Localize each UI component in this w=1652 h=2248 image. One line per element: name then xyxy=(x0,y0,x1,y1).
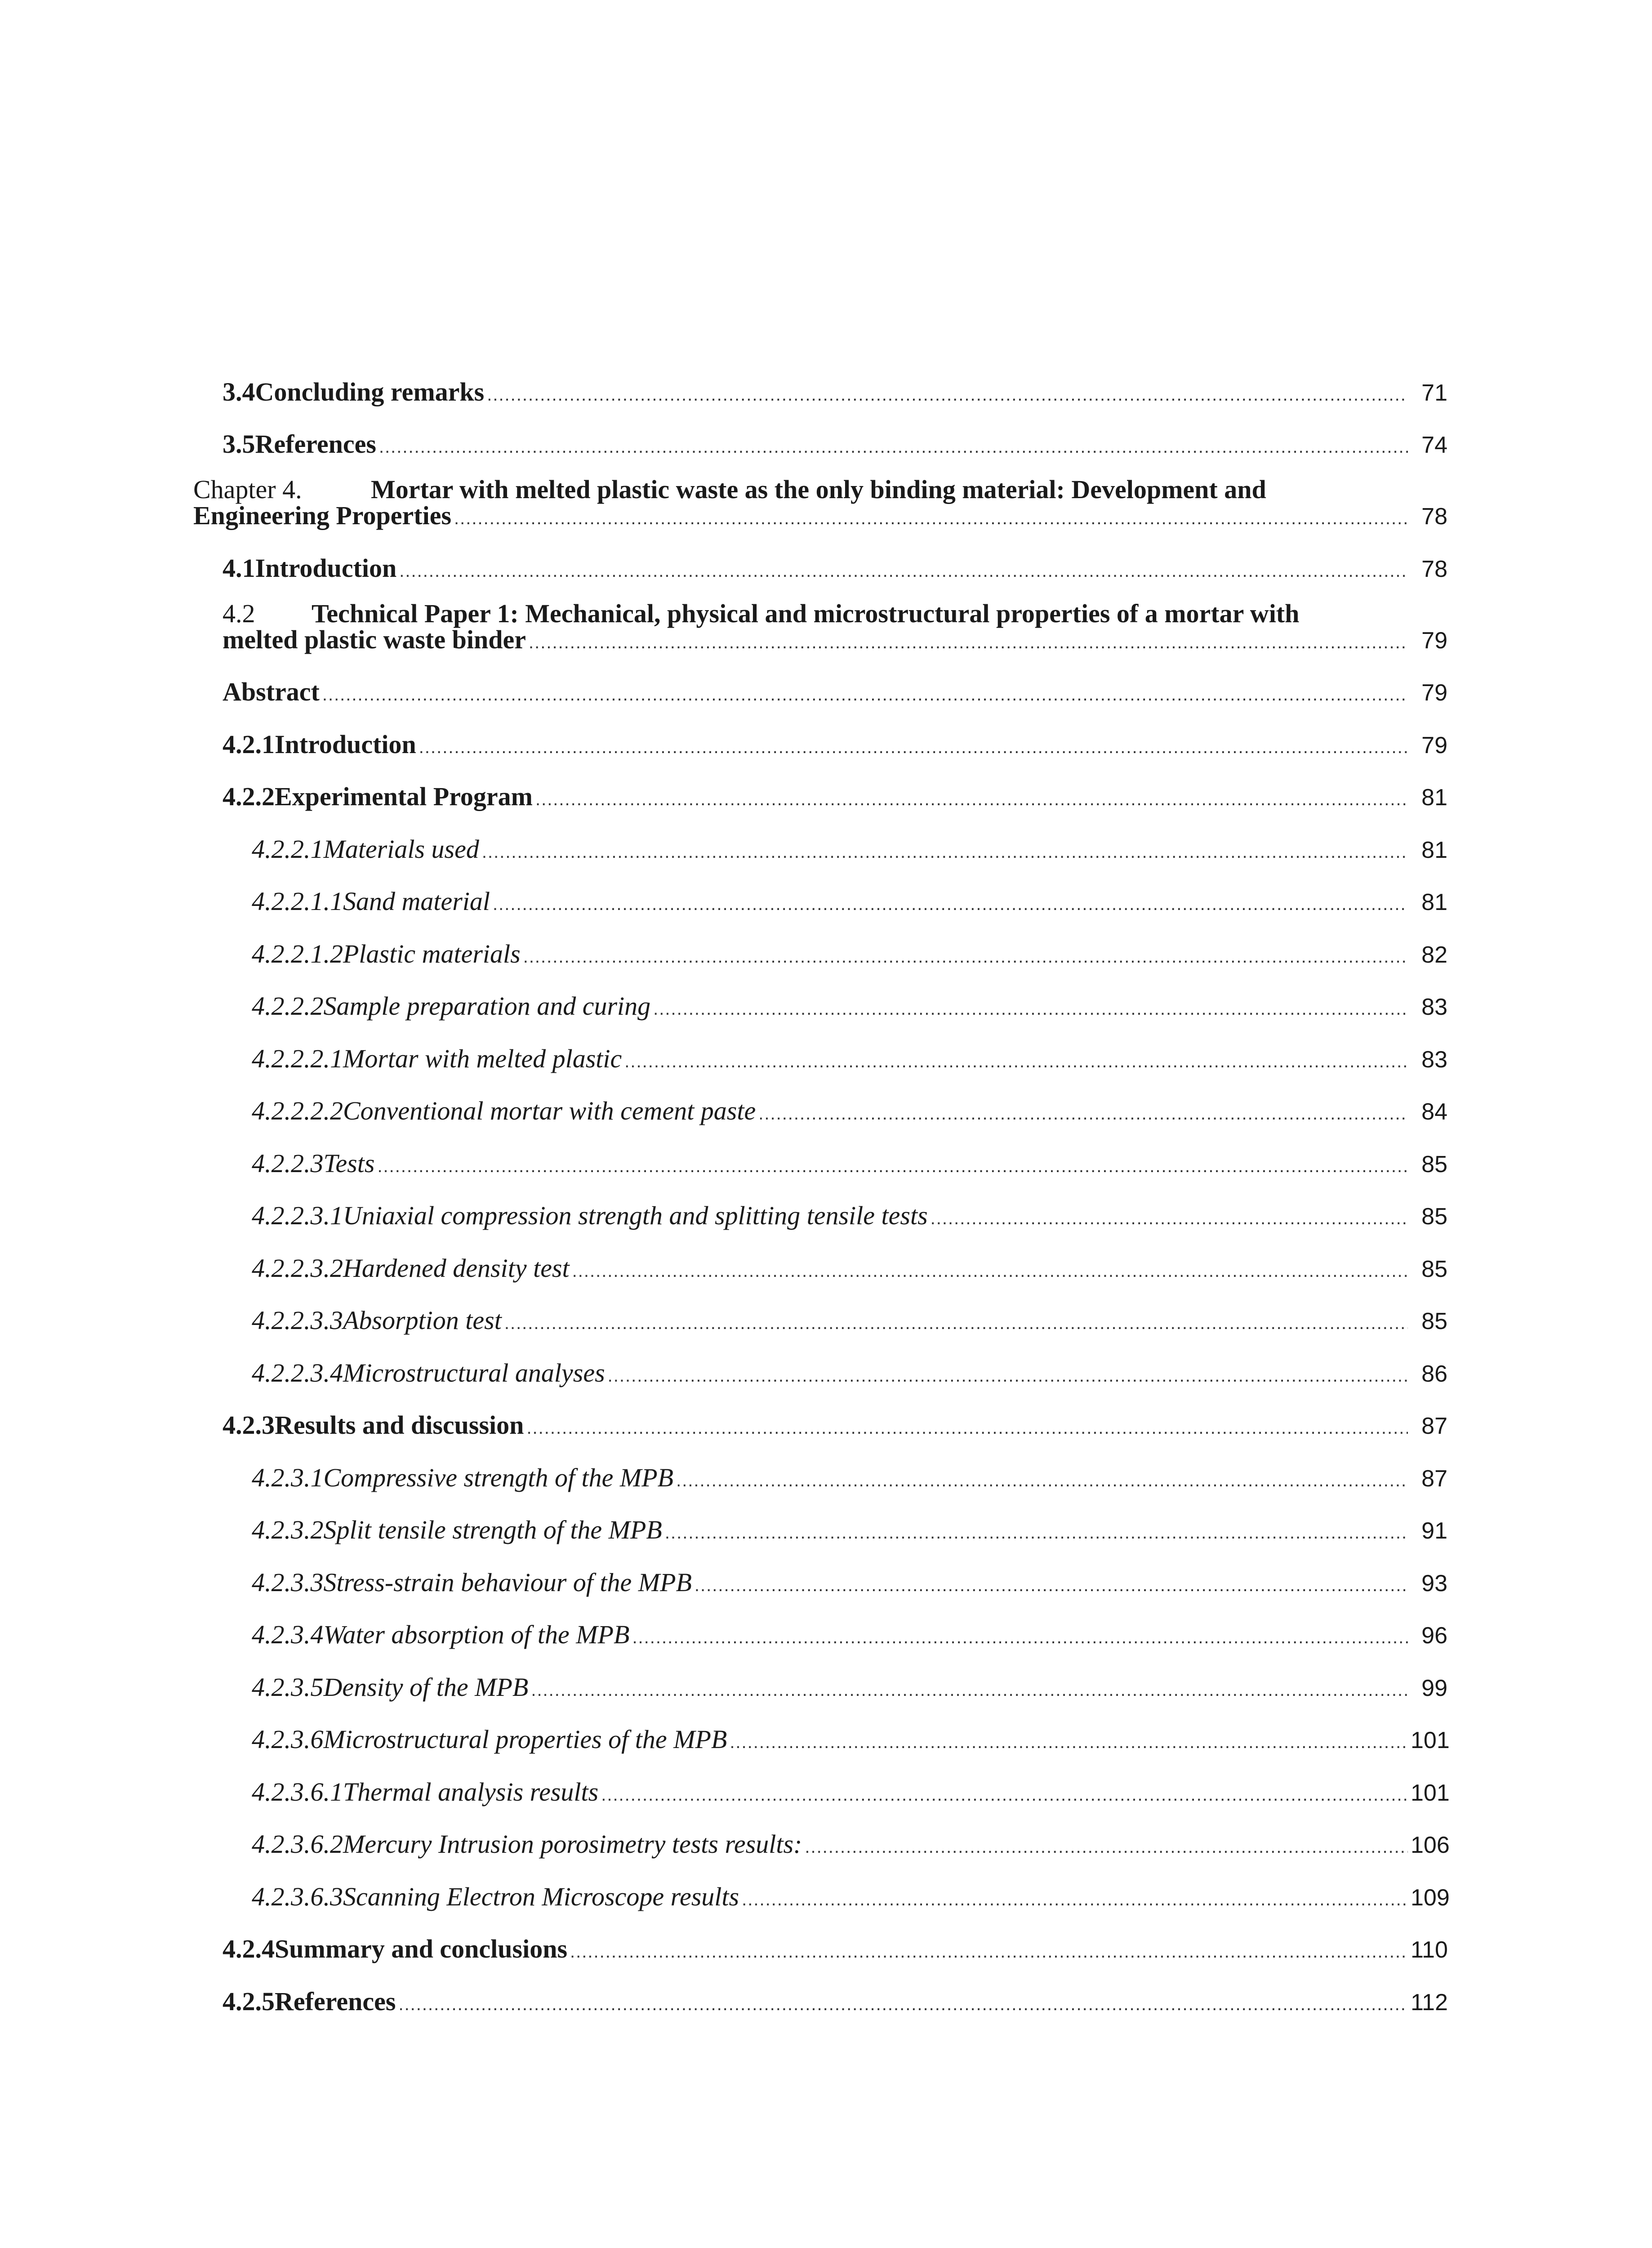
section-number: 4.2.3.6.2 xyxy=(252,1829,343,1859)
toc-entry-line xyxy=(223,553,1447,583)
chapter-number: Chapter 4. xyxy=(193,475,302,504)
leader-dots xyxy=(493,894,1408,914)
page-number: 87 xyxy=(1421,1465,1447,1492)
toc-entry-line xyxy=(223,1934,1447,1964)
section-title: Split tensile strength of the MPB xyxy=(323,1515,662,1544)
section-number: 4.2.2.2 xyxy=(252,991,324,1021)
toc-entry[interactable] xyxy=(193,665,1447,717)
toc-entry[interactable] xyxy=(193,821,1447,874)
section-number: 4.2.2.2.1 xyxy=(252,1044,343,1073)
toc-entry-line xyxy=(252,1358,1447,1388)
section-title: Sample preparation and curing xyxy=(323,991,651,1021)
chapter-heading-line xyxy=(193,474,1266,504)
section-title: Summary and conclusions xyxy=(275,1934,568,1963)
page-number: 99 xyxy=(1421,1675,1447,1701)
section-number: 4.2.3 xyxy=(223,1410,275,1440)
toc-entry-line xyxy=(252,1200,1447,1231)
toc-entry-line xyxy=(252,939,1447,969)
section-title: Materials used xyxy=(323,834,479,864)
toc-entry-line xyxy=(223,781,1447,812)
section-title: Mortar with melted plastic xyxy=(343,1044,622,1073)
section-title: References xyxy=(255,429,376,459)
leader-dots xyxy=(608,1366,1408,1386)
section-title: Mercury Intrusion porosimetry tests results: xyxy=(343,1829,802,1859)
chapter-title-line2: Engineering Properties xyxy=(193,501,452,530)
section-title: Plastic materials xyxy=(343,939,521,968)
leader-dots xyxy=(632,1628,1408,1648)
toc-entry-line xyxy=(223,377,1447,407)
leader-dots xyxy=(523,947,1408,967)
leader-dots xyxy=(504,1313,1408,1334)
chapter-title-line xyxy=(193,500,1447,531)
leader-dots xyxy=(758,1104,1408,1124)
toc-entry[interactable] xyxy=(193,1974,1447,2026)
toc-entry[interactable] xyxy=(193,1084,1447,1136)
toc-entry[interactable] xyxy=(193,1503,1447,1555)
section-number: 4.2.2.2.2 xyxy=(252,1096,343,1125)
section-number: 4.2.2.1.2 xyxy=(252,939,343,968)
page-number: 81 xyxy=(1421,785,1447,811)
toc-entry-line xyxy=(252,1253,1447,1283)
page-number: 74 xyxy=(1421,432,1447,458)
toc-entry[interactable] xyxy=(193,1398,1447,1450)
toc-entry-line xyxy=(223,729,1447,759)
leader-dots xyxy=(742,1890,1408,1910)
section-title: Absorption test xyxy=(343,1306,502,1335)
toc-entry-line xyxy=(252,1515,1447,1545)
section-number: 4.2.3.6.1 xyxy=(252,1777,343,1806)
toc-entry-line xyxy=(252,1148,1447,1178)
section-number: 3.5 xyxy=(223,429,255,459)
toc-entry[interactable] xyxy=(193,1659,1447,1712)
section-number: 4.2.2 xyxy=(223,782,275,811)
leader-dots xyxy=(531,1680,1408,1700)
toc-entry[interactable] xyxy=(193,417,1447,469)
section-number: 3.4 xyxy=(223,377,255,406)
section-title: Experimental Program xyxy=(275,782,533,811)
section-number: 4.2.3.4 xyxy=(252,1620,324,1649)
section-number: 4.2.2.3.1 xyxy=(252,1201,343,1230)
leader-dots xyxy=(322,685,1408,705)
section-title: Microstructural properties of the MPB xyxy=(323,1725,727,1754)
section-number: 4.1 xyxy=(223,553,255,583)
page-number: 71 xyxy=(1421,379,1447,406)
toc-entry[interactable] xyxy=(193,1712,1450,1765)
leader-dots xyxy=(624,1052,1408,1072)
section-number: 4.2.2.3.3 xyxy=(252,1306,343,1335)
section-number: 4.2.1 xyxy=(223,729,275,759)
section-number: 4.2.2.3.2 xyxy=(252,1253,343,1283)
page-number: 79 xyxy=(1421,627,1447,654)
toc-entry-line xyxy=(252,1463,1447,1493)
section-number: 4.2.5 xyxy=(223,1986,275,2016)
toc-entry-line xyxy=(252,1044,1447,1074)
toc-entry[interactable] xyxy=(193,979,1447,1031)
toc-entry[interactable] xyxy=(193,1136,1447,1188)
page-number: 112 xyxy=(1411,1989,1448,2016)
section-title: Sand material xyxy=(343,887,490,916)
leader-dots xyxy=(695,1575,1408,1596)
leader-dots xyxy=(454,508,1408,529)
leader-dots xyxy=(399,561,1408,581)
leader-dots xyxy=(572,1261,1408,1281)
leader-dots xyxy=(398,1994,1408,2015)
section-number: 4.2.3.5 xyxy=(252,1672,324,1702)
toc-entry[interactable] xyxy=(193,540,1447,593)
table-of-contents xyxy=(193,364,1450,2026)
chapter-title-line1: Mortar with melted plastic waste as the only binding material: Development and xyxy=(371,475,1266,504)
page-number: 91 xyxy=(1421,1518,1447,1544)
page-number: 85 xyxy=(1421,1151,1447,1178)
page-number: 85 xyxy=(1421,1256,1447,1282)
page-number: 84 xyxy=(1421,1099,1447,1125)
paper-heading-line xyxy=(223,598,1299,629)
toc-entry[interactable] xyxy=(193,1450,1447,1503)
leader-dots xyxy=(805,1837,1408,1857)
page-number: 87 xyxy=(1421,1413,1447,1439)
leader-dots xyxy=(482,842,1408,862)
toc-entry[interactable] xyxy=(193,1764,1450,1817)
page-number: 83 xyxy=(1421,1046,1447,1073)
page-number: 83 xyxy=(1421,994,1447,1020)
section-title: Scanning Electron Microscope results xyxy=(343,1882,739,1911)
toc-entry[interactable] xyxy=(193,1345,1447,1398)
section-number: 4.2.3.1 xyxy=(252,1463,324,1492)
section-number: 4.2.2.3.4 xyxy=(252,1358,343,1387)
toc-entry[interactable] xyxy=(193,1869,1450,1922)
section-title: Results and discussion xyxy=(275,1410,524,1440)
page-number: 109 xyxy=(1411,1884,1450,1911)
page-number: 85 xyxy=(1421,1204,1447,1230)
toc-entry[interactable] xyxy=(193,364,1447,417)
leader-dots xyxy=(676,1471,1408,1491)
toc-entry[interactable] xyxy=(193,1293,1447,1346)
toc-entry-line xyxy=(252,1829,1450,1859)
section-title: Tests xyxy=(323,1148,375,1178)
toc-entry-line xyxy=(223,1410,1447,1440)
paper-title-line2: melted plastic waste binder xyxy=(223,624,526,654)
section-title: Stress-strain behaviour of the MPB xyxy=(323,1567,692,1597)
leader-dots xyxy=(601,1785,1408,1805)
toc-entry[interactable] xyxy=(193,1188,1447,1241)
leader-dots xyxy=(529,633,1408,653)
page-number: 78 xyxy=(1421,556,1447,582)
section-title: Abstract xyxy=(223,677,320,706)
section-title: Conventional mortar with cement paste xyxy=(343,1096,756,1125)
toc-entry[interactable] xyxy=(193,1607,1447,1660)
toc-entry-line xyxy=(252,1724,1450,1754)
toc-entry-line xyxy=(223,429,1447,459)
toc-entry[interactable] xyxy=(193,717,1447,769)
section-title: Uniaxial compression strength and splitting tensile tests xyxy=(343,1201,928,1230)
toc-entry[interactable] xyxy=(193,769,1447,822)
toc-entry-line xyxy=(252,1777,1450,1807)
page-number: 96 xyxy=(1421,1623,1447,1649)
toc-entry[interactable] xyxy=(193,1555,1447,1607)
section-title: Concluding remarks xyxy=(255,377,485,406)
page-number: 86 xyxy=(1421,1360,1447,1387)
section-number: 4.2.2.1.1 xyxy=(252,887,343,916)
section-title: Microstructural analyses xyxy=(343,1358,605,1387)
section-number: 4.2.2.1 xyxy=(252,834,324,864)
section-title: Introduction xyxy=(275,729,416,759)
section-number: 4.2.2.3 xyxy=(252,1148,324,1178)
leader-dots xyxy=(665,1523,1408,1543)
toc-entry-line xyxy=(252,991,1447,1021)
page-number: 85 xyxy=(1421,1308,1447,1334)
toc-entry-line xyxy=(223,677,1447,707)
leader-dots xyxy=(419,737,1408,758)
toc-entry-line xyxy=(252,1096,1447,1126)
toc-entry[interactable] xyxy=(193,1240,1447,1293)
toc-entry-line xyxy=(252,1882,1450,1912)
toc-entry-line xyxy=(252,1619,1447,1650)
page-number: 78 xyxy=(1421,504,1447,530)
section-title: Thermal analysis results xyxy=(343,1777,599,1806)
leader-dots xyxy=(653,999,1408,1019)
toc-entry[interactable] xyxy=(193,874,1447,927)
section-number: 4.2.3.2 xyxy=(252,1515,324,1544)
section-title: Introduction xyxy=(255,553,397,583)
page-number: 81 xyxy=(1421,889,1447,915)
toc-entry-line xyxy=(252,1567,1447,1597)
toc-chapter-entry[interactable] xyxy=(193,469,1447,540)
toc-entry-line xyxy=(252,1305,1447,1335)
section-number: 4.2.3.3 xyxy=(252,1567,324,1597)
leader-dots xyxy=(570,1942,1408,1962)
page-number: 110 xyxy=(1411,1937,1448,1963)
toc-entry[interactable] xyxy=(193,1817,1450,1869)
section-title: Water absorption of the MPB xyxy=(323,1620,630,1649)
page-number: 101 xyxy=(1411,1727,1450,1753)
page-number: 82 xyxy=(1421,941,1447,968)
paper-title-line1: Technical Paper 1: Mechanical, physical and microstructural properties of a mortar with xyxy=(312,598,1300,628)
section-title: Hardened density test xyxy=(343,1253,570,1283)
toc-entry[interactable] xyxy=(193,1031,1447,1084)
page-number: 101 xyxy=(1411,1780,1450,1806)
leader-dots xyxy=(379,437,1408,457)
leader-dots xyxy=(526,1418,1408,1438)
section-number: 4.2.4 xyxy=(223,1934,275,1963)
page-number: 79 xyxy=(1421,680,1447,706)
section-number: 4.2.3.6 xyxy=(252,1725,324,1754)
section-title: Compressive strength of the MPB xyxy=(323,1463,674,1492)
section-title: References xyxy=(275,1986,396,2016)
page-number: 79 xyxy=(1421,732,1447,758)
leader-dots xyxy=(487,385,1408,405)
toc-entry-line xyxy=(252,1672,1447,1702)
page-number: 106 xyxy=(1411,1832,1450,1858)
section-number: 4.2.3.6.3 xyxy=(252,1882,343,1911)
page-number: 81 xyxy=(1421,837,1447,863)
toc-entry-line xyxy=(252,834,1447,864)
leader-dots xyxy=(730,1732,1408,1753)
leader-dots xyxy=(377,1156,1408,1177)
section-number: 4.2 xyxy=(223,598,255,628)
toc-entry[interactable] xyxy=(193,926,1447,979)
page-number: 93 xyxy=(1421,1570,1447,1597)
leader-dots xyxy=(535,789,1408,810)
toc-entry-line xyxy=(252,886,1447,916)
leader-dots xyxy=(931,1209,1408,1229)
paper-title-line xyxy=(223,624,1447,655)
section-title: Density of the MPB xyxy=(323,1672,529,1702)
toc-entry-line xyxy=(223,1986,1447,2016)
toc-paper-entry[interactable] xyxy=(193,593,1447,665)
toc-entry[interactable] xyxy=(193,1922,1447,1974)
